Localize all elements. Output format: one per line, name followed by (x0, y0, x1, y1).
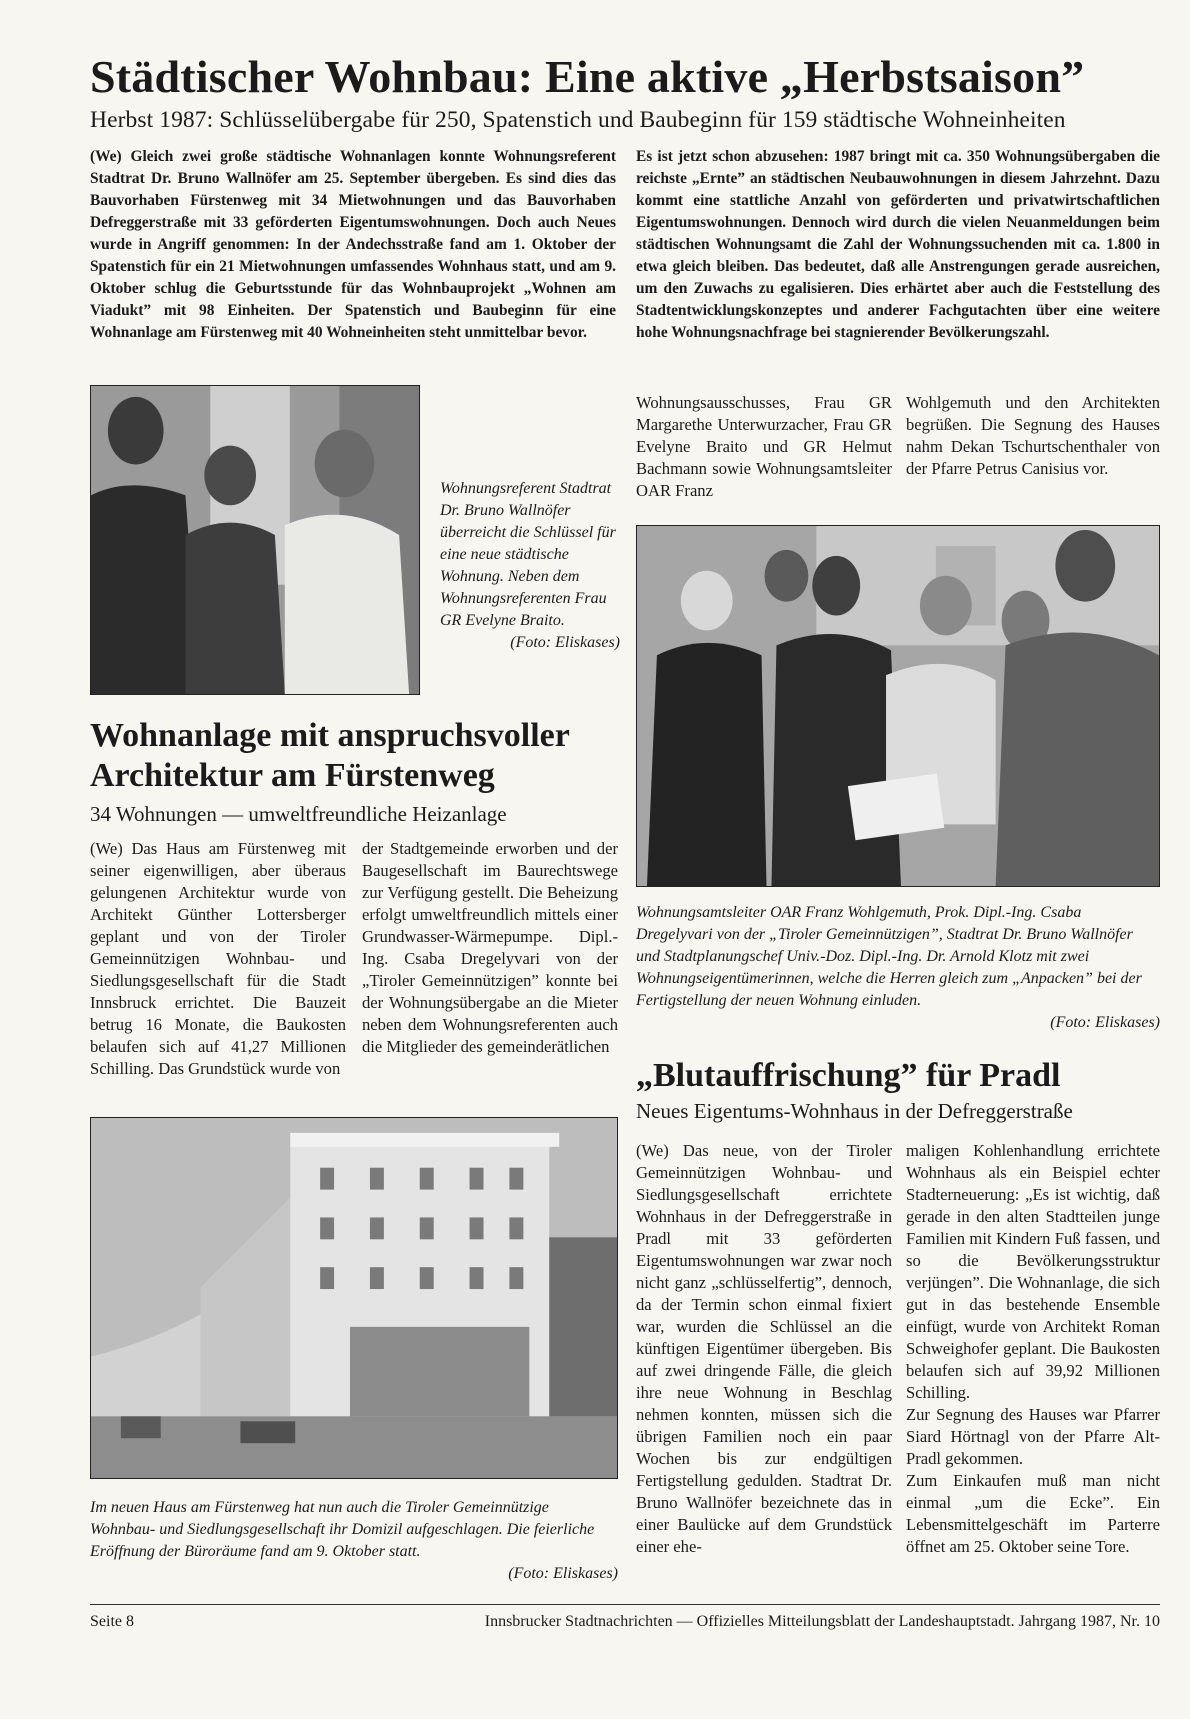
continuation-column-2: Wohlgemuth und den Architekten begrüßen. Die Segnung des Hauses nahm Dekan Tschurtschenthaler von der Pfarre Petrus Canisius vor. (906, 393, 1160, 478)
article3-title: „Blutauffrischung” für Pradl (636, 1057, 1061, 1094)
photo-group-scene (636, 525, 1160, 887)
article3-column-2-para-2: Zur Segnung des Hauses war Pfarrer Siard Hörtnagl von der Pfarre Alt-Pradl gekommen. (906, 1405, 1160, 1468)
photo1-credit: (Foto: Eliskases) (510, 634, 620, 651)
footer-rule (90, 1604, 1160, 1605)
photo2-caption (636, 902, 1160, 1034)
photo1-caption-text: Wohnungsreferent Stadtrat Dr. Bruno Wallnöfer überreicht die Schlüssel für eine neue städtische Wohnung. Neben dem Wohnungsreferenten Frau GR Evelyne Braito. (440, 480, 616, 629)
page-headline: Städtischer Wohnbau: Eine aktive „Herbstsaison” (90, 51, 1085, 102)
intro-column-2: Es ist jetzt schon abzusehen: 1987 bringt mit ca. 350 Wohnungsübergaben die reichste „Ernte” an städtischen Neubauwohnungen in diesem Jahrzehnt. Dazu kommt eine stattliche Anzahl von geförderten und privatwirtschaftlichen Eigentumswohnungen. Dennoch wird durch die vielen Neuanmeldungen beim städtischen Wohnungsamt die Zahl der Wohnungssuchenden mit ca. 1.800 in etwa gleich bleiben. Das bedeutet, daß alle Anstrengungen gerade ausreichen, um den Zuwachs zu egalisieren. Dies erhärtet aber auch die Feststellung des Stadtentwicklungskonzeptes und anderer Fachgutachten über eine weitere hohe Wohnungsnachfrage bei stagnierender Bevölkerungszahl. (636, 148, 1160, 341)
photo3-caption-text: Im neuen Haus am Fürstenweg hat nun auch die Tiroler Gemeinnützige Wohnbau- und Siedlungsgesellschaft ihr Domizil aufgeschlagen. Die feierliche Eröffnung der Büroräume fand am 9. Oktober statt. (90, 1499, 595, 1560)
article3-column-2 (906, 1140, 1160, 1558)
photo3-credit: (Foto: Eliskases) (508, 1565, 618, 1582)
photo3-caption (90, 1497, 618, 1585)
photo2-caption-text: Wohnungsamtsleiter OAR Franz Wohlgemuth, Prok. Dipl.-Ing. Csaba Dregelyvari von der „Tiroler Gemeinnützigen”, Stadtrat Dr. Bruno Wallnöfer und Stadtplanungschef Univ.-Doz. Dipl.-Ing. Dr. Arnold Klotz mit zwei Wohnungseigentümerinnen, welche die Herren gleich zum „Anpacken” bei der Fertigstellung der neuen Wohnung einluden. (636, 904, 1142, 1009)
article2-title: Wohnanlage mit anspruchsvoller Architektur am Fürstenweg (90, 717, 570, 794)
photo1-caption (440, 478, 620, 654)
article2-column-2: der Stadtgemeinde erworben und der Baugesellschaft im Baurechtswege zur Verfügung gestellt. Die Beheizung erfolgt umweltfreundlich mittels einer Grundwasser-Wärmepumpe. Dipl.-Ing. Csaba Dregelyvari von der „Tiroler Gemeinnützigen” konnte bei der Wohnungsübergabe an die Mieter neben dem Wohnungsreferenten auch die Mitglieder des gemeinderätlichen (362, 839, 618, 1056)
article3-column-1: (We) Das neue, von der Tiroler Gemeinnützigen Wohnbau- und Siedlungsgesellschaft errichtete Wohnhaus in der Defreggerstraße in Pradl mit 33 geförderten Eigentumswohnungen war zwar noch nicht ganz „schlüsselfertig”, dennoch, da der Termin schon einmal fixiert war, wurden die Schlüssel an die künftigen Eigentümer übergeben. Bis auf zwei dringende Fälle, die gleich ihre neue Wohnung in Beschlag nehmen konnten, müssen sich die übrigen Familien noch ein paar Wochen bis zur endgültigen Fertigstellung gedulden. Stadtrat Dr. Bruno Wallnöfer bezeichnete das in einer Baulücke auf dem Grundstück einer ehe- (636, 1141, 892, 1556)
article3-column-2-para-1: maligen Kohlenhandlung errichtete Wohnhaus als ein Beispiel echter Stadterneuerung: „Es ist wichtig, daß gerade in den alten Stadtteilen junge Familien mit Kindern Fuß fassen, und so die Bevölkerungsstruktur verjüngen”. Die Wohnanlage, die sich gut in das bestehende Ensemble einfügt, wurde von Architekt Roman Schweighofer geplant. Die Baukosten belaufen sich auf 39,92 Millionen Schilling. (906, 1141, 1160, 1402)
intro-column-1: (We) Gleich zwei große städtische Wohnanlagen konnte Wohnungsreferent Stadtrat Dr. Bruno Wallnöfer am 25. September übergeben. Es sind dies das Bauvorhaben Fürstenweg mit 34 Mietwohnungen und das Bauvorhaben Defreggerstraße mit 33 geförderten Eigentumswohnungen. Doch auch Neues wurde in Angriff genommen: In der Andechsstraße fand am 1. Oktober der Spatenstich für ein 21 Mietwohnungen umfassendes Wohnhaus statt, und am 9. Oktober schlug die Geburtsstunde für das Wohnbauprojekt „Wohnen am Viadukt” mit 98 Einheiten. Der Spatenstich und Baubeginn für eine Wohnanlage am Fürstenweg mit 40 Wohneinheiten steht unmittelbar bevor. (90, 148, 616, 341)
footer-publication: Innsbrucker Stadtnachrichten — Offizielles Mitteilungsblatt der Landeshauptstadt. Jahrgang 1987, Nr. 10 (484, 1613, 1160, 1630)
photo-key-handover (90, 385, 420, 695)
footer-page-number: Seite 8 (90, 1613, 134, 1630)
photo2-credit: (Foto: Eliskases) (1050, 1014, 1160, 1031)
continuation-column-1: Wohnungsausschusses, Frau GR Margarethe Unterwurzacher, Frau GR Evelyne Braito und GR Helmut Bachmann sowie Wohnungsamtsleiter OAR Franz (636, 393, 892, 500)
article2-column-1: (We) Das Haus am Fürstenweg mit seiner eigenwilligen, aber überaus gelungenen Architektur wurde von Architekt Günther Lottersberger geplant und von der Tiroler Gemeinnützigen Wohnbau- und Siedlungsgesellschaft für die Stadt Innsbruck errichtet. Die Bauzeit betrug 16 Monate, die Baukosten belaufen sich auf 41,27 Millionen Schilling. Das Grundstück wurde von (90, 839, 346, 1078)
photo-building-fuerstenweg (90, 1117, 618, 1479)
page-subheadline: Herbst 1987: Schlüsselübergabe für 250, Spatenstich und Baubeginn für 159 städtische Wohneinheiten (90, 107, 1066, 133)
article3-subtitle: Neues Eigentums-Wohnhaus in der Defreggerstraße (636, 1099, 1073, 1123)
article3-column-2-para-3: Zum Einkaufen muß man nicht einmal „um die Ecke”. Ein Lebensmittelgeschäft im Parterre öffnet am 25. Oktober seine Tore. (906, 1471, 1160, 1556)
article2-subtitle: 34 Wohnungen — umweltfreundliche Heizanlage (90, 802, 507, 826)
